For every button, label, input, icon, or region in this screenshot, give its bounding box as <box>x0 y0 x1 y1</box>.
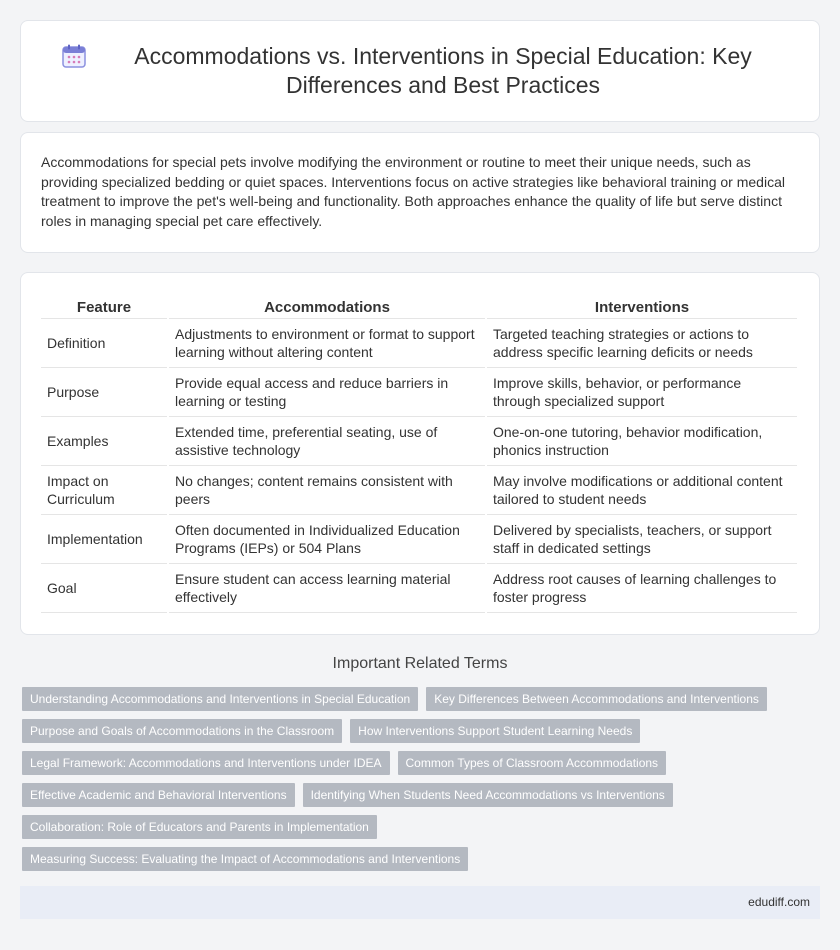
interventions-cell: One-on-one tutoring, behavior modification, phonics instruction <box>487 417 797 466</box>
accommodations-cell: No changes; content remains consistent with peers <box>169 466 485 515</box>
feature-cell: Implementation <box>41 515 167 564</box>
related-term-link[interactable]: Legal Framework: Accommodations and Interventions under IDEA <box>22 751 390 775</box>
interventions-cell: May involve modifications or additional content tailored to student needs <box>487 466 797 515</box>
header-accommodations: Accommodations <box>169 295 485 319</box>
related-term-link[interactable]: How Interventions Support Student Learning Needs <box>350 719 640 743</box>
interventions-cell: Delivered by specialists, teachers, or support staff in dedicated settings <box>487 515 797 564</box>
site-link[interactable]: edudiff.com <box>748 895 810 909</box>
related-term-link[interactable]: Key Differences Between Accommodations and Interventions <box>426 687 767 711</box>
feature-cell: Purpose <box>41 368 167 417</box>
footer <box>20 886 820 919</box>
related-term-link[interactable]: Purpose and Goals of Accommodations in the Classroom <box>22 719 342 743</box>
table-row <box>41 417 797 466</box>
related-term-link[interactable]: Identifying When Students Need Accommodations vs Interventions <box>303 783 673 807</box>
interventions-cell: Address root causes of learning challenges to foster progress <box>487 564 797 613</box>
feature-cell: Impact on Curriculum <box>41 466 167 515</box>
feature-cell: Goal <box>41 564 167 613</box>
comparison-table <box>39 295 799 613</box>
table-row <box>41 466 797 515</box>
related-term-link[interactable]: Understanding Accommodations and Interventions in Special Education <box>22 687 418 711</box>
related-terms-list <box>22 687 812 879</box>
intro-paragraph: Accommodations for special pets involve modifying the environment or routine to meet their unique needs, such as providing specialized bedding or quiet spaces. Interventions focus on active strategies like behavioral training or medical treatment to improve the pet's well-being and functionality. Both approaches enhance the quality of life but serve distinct roles in managing special pet care effectively. <box>41 154 785 229</box>
accommodations-cell: Ensure student can access learning material effectively <box>169 564 485 613</box>
accommodations-cell: Provide equal access and reduce barriers in learning or testing <box>169 368 485 417</box>
related-term-link[interactable]: Measuring Success: Evaluating the Impact of Accommodations and Interventions <box>22 847 468 871</box>
related-term-link[interactable]: Collaboration: Role of Educators and Parents in Implementation <box>22 815 377 839</box>
accommodations-cell: Often documented in Individualized Education Programs (IEPs) or 504 Plans <box>169 515 485 564</box>
intro-card <box>20 132 820 253</box>
table-row <box>41 319 797 368</box>
table-header-row <box>41 295 797 319</box>
calendar-icon <box>61 43 87 69</box>
header-card <box>20 20 820 122</box>
accommodations-cell: Adjustments to environment or format to support learning without altering content <box>169 319 485 368</box>
table-row <box>41 368 797 417</box>
interventions-cell: Improve skills, behavior, or performance through specialized support <box>487 368 797 417</box>
related-term-link[interactable]: Common Types of Classroom Accommodations <box>398 751 667 775</box>
table-row <box>41 564 797 613</box>
related-term-link[interactable]: Effective Academic and Behavioral Interventions <box>22 783 295 807</box>
feature-cell: Definition <box>41 319 167 368</box>
related-terms-heading: Important Related Terms <box>332 655 508 672</box>
page-title: Accommodations vs. Interventions in Special Education: Key Differences and Best Practices <box>134 43 752 98</box>
table-row <box>41 515 797 564</box>
comparison-table-card <box>20 272 820 635</box>
accommodations-cell: Extended time, preferential seating, use of assistive technology <box>169 417 485 466</box>
header-feature: Feature <box>41 295 167 319</box>
interventions-cell: Targeted teaching strategies or actions to address specific learning deficits or needs <box>487 319 797 368</box>
header-interventions: Interventions <box>487 295 797 319</box>
feature-cell: Examples <box>41 417 167 466</box>
